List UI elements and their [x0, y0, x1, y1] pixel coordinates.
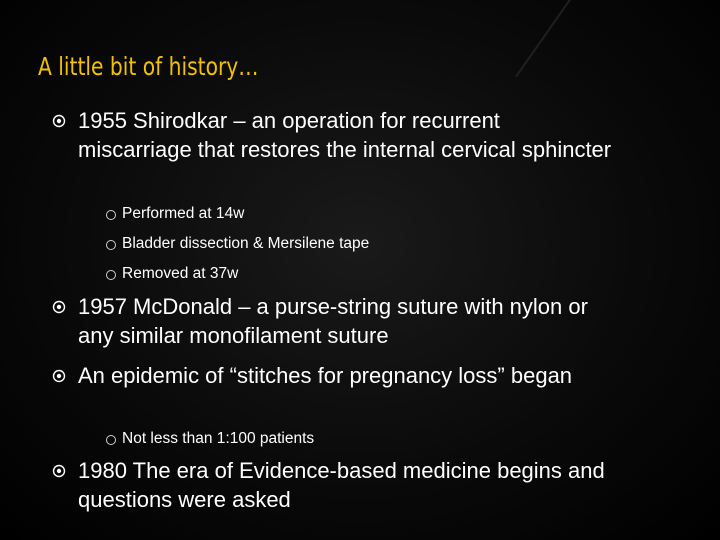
bullet-text: 1980 The era of Evidence-based medicine begins and questions were asked — [78, 458, 605, 512]
sub-bullet-text: Bladder dissection & Mersilene tape — [122, 235, 370, 252]
hollow-circle-icon — [106, 210, 116, 220]
bullet-text: 1955 Shirodkar – an operation for recurrent miscarriage that restores the internal cervical sphincter — [78, 108, 612, 162]
sub-bullet-text: Performed at 14w — [122, 205, 245, 222]
slide-title: A little bit of history… — [38, 52, 259, 81]
target-circle-icon — [52, 300, 66, 314]
target-circle-icon — [52, 369, 66, 383]
bullet-text: An epidemic of “stitches for pregnancy loss” began — [78, 363, 573, 388]
sub-bullet-text: Removed at 37w — [122, 265, 239, 282]
target-circle-icon — [52, 114, 66, 128]
hollow-circle-icon — [106, 270, 116, 280]
hollow-circle-icon — [106, 240, 116, 250]
hollow-circle-icon — [106, 435, 116, 445]
target-circle-icon — [52, 464, 66, 478]
bullet-text: 1957 McDonald – a purse-string suture with nylon or any similar monofilament suture — [78, 294, 588, 348]
decorative-corner-line — [515, 0, 720, 204]
sub-bullet-text: Not less than 1:100 patients — [122, 430, 315, 447]
